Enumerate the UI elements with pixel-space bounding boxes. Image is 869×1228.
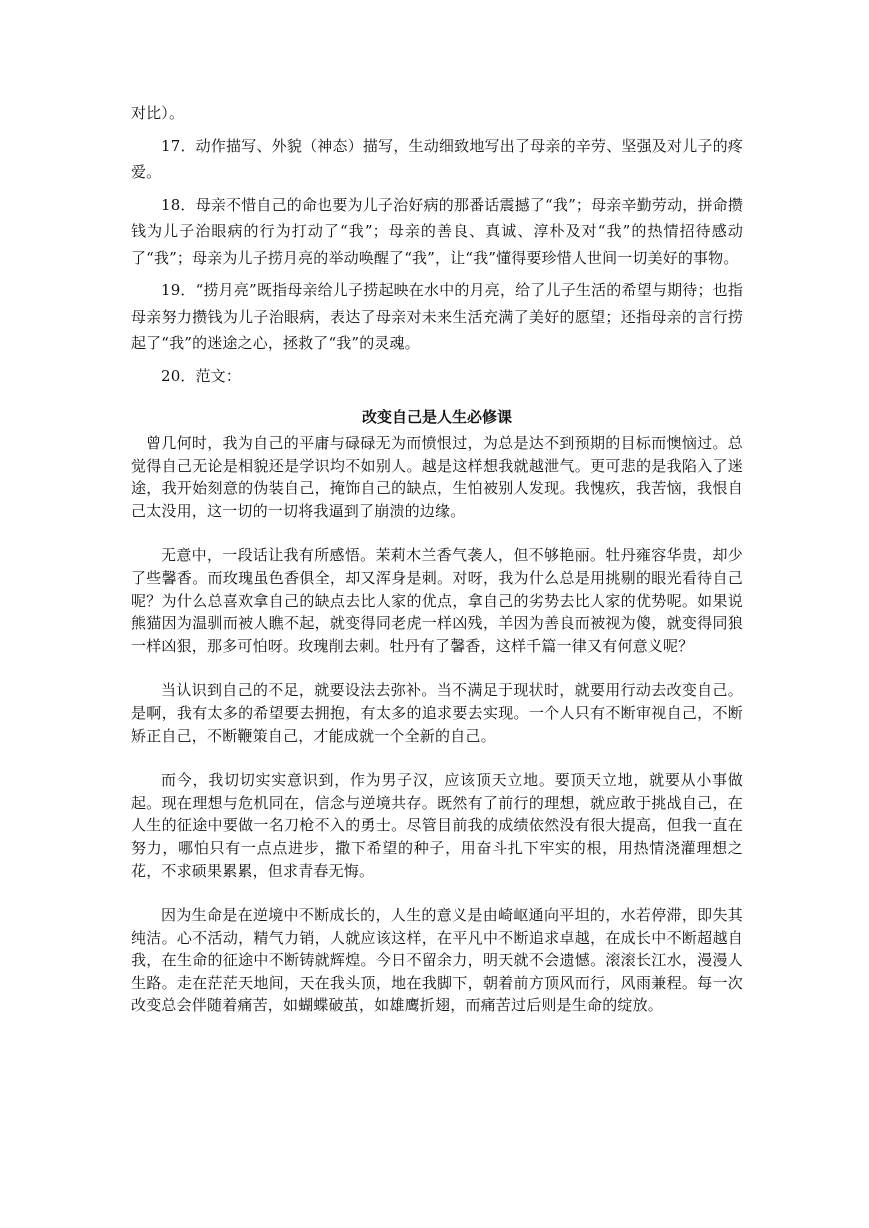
answer-list	[131, 100, 743, 395]
answer-18: 18．母亲不惜自己的命也要为儿子治好病的那番话震撼了“我”；母亲辛勤劳动，拼命攒钱为儿子治眼病的行为打动了“我”；母亲的善良、真诚、淳朴及对“我”的热情招待感动了“我”；母亲为儿子捞月亮的举动唤醒了“我”，让“我”懂得要珍惜人世间一切美好的事物。	[131, 195, 743, 267]
answer-19: 19．“捞月亮”既指母亲给儿子捞起映在水中的月亮，给了儿子生活的希望与期待；也指母亲努力攒钱为儿子治眼病，表达了母亲对未来生活充满了美好的愿望；还指母亲的言行捞起了“我”的迷途之心，拯救了“我”的灵魂。	[131, 281, 743, 352]
answer-17: 17．动作描写、外貌（神态）描写，生动细致地写出了母亲的辛劳、坚强及对儿子的疼爱。	[131, 136, 743, 181]
answer-continuation: 对比）。	[131, 104, 185, 122]
essay-paragraph-1: 曾几何时，我为自己的平庸与碌碌无为而愤恨过，为总是达不到预期的目标而懊恼过。总觉得自己无论是相貌还是学识均不如别人。越是这样想我就越泄气。更可悲的是我陷入了迷途，我开始刻意的伪装自己，掩饰自己的缺点，生怕被别人发现。我愧疚，我苦恼，我恨自己太没用，这一切的一切将我逼到了崩溃的边缘。	[131, 434, 743, 520]
essay-paragraph-4: 而今，我切切实实意识到，作为男子汉，应该顶天立地。要顶天立地，就要从小事做起。现在理想与危机同在，信念与逆境共存。既然有了前行的理想，就应敢于挑战自己，在人生的征途中要做一名刀枪不入的勇士。尽管目前我的成绩依然没有很大提高，但我一直在努力，哪怕只有一点点进步，撒下希望的种子，用奋斗扎下牢实的根，用热情浇灌理想之花，不求硕果累累，但求青春无悔。	[131, 771, 743, 880]
essay-paragraph-5: 因为生命是在逆境中不断成长的，人生的意义是由崎岖通向平坦的，水若停滞，即失其纯洁。心不活动，精气力销，人就应该这样，在平凡中不断追求卓越，在成长中不断超越自我，在生命的征途中不断铸就辉煌。今日不留余力，明天就不会遗憾。滚滚长江水，漫漫人生路。走在茫茫天地间，天在我头顶，地在我脚下，朝着前方顶风而行，风雨兼程。每一次改变总会伴随着痛苦，如蝴蝶破茧，如雄鹰折翅，而痛苦过后则是生命的绽放。	[131, 906, 743, 1015]
answer-20-heading: 20．范文：	[161, 366, 241, 385]
essay-paragraph-3: 当认识到自己的不足，就要设法去弥补。当不满足于现状时，就要用行动去改变自己。是啊，我有太多的希望要去拥抱，有太多的追求要去实现。一个人只有不断审视自己，不断矫正自己，不断鞭策自己，才能成就一个全新的自己。	[131, 681, 743, 745]
essay-body	[131, 432, 743, 1039]
essay-title: 改变自己是人生必修课	[361, 408, 512, 426]
essay-paragraph-2: 无意中，一段话让我有所感悟。茉莉木兰香气袭人，但不够艳丽。牡丹雍容华贵，却少了些馨香。而玫瑰虽色香俱全，却又浑身是刺。对呀，我为什么总是用挑剔的眼光看待自己呢？为什么总喜欢拿自己的缺点去比人家的优点，拿自己的劣势去比人家的优势呢。如果说熊猫因为温驯而被人瞧不起，就变得同老虎一样凶残，羊因为善良而被视为傻，就变得同狼一样凶狠，那多可怕呀。玫瑰削去刺。牡丹有了馨香，这样千篇一律又有何意义呢？	[131, 546, 743, 655]
